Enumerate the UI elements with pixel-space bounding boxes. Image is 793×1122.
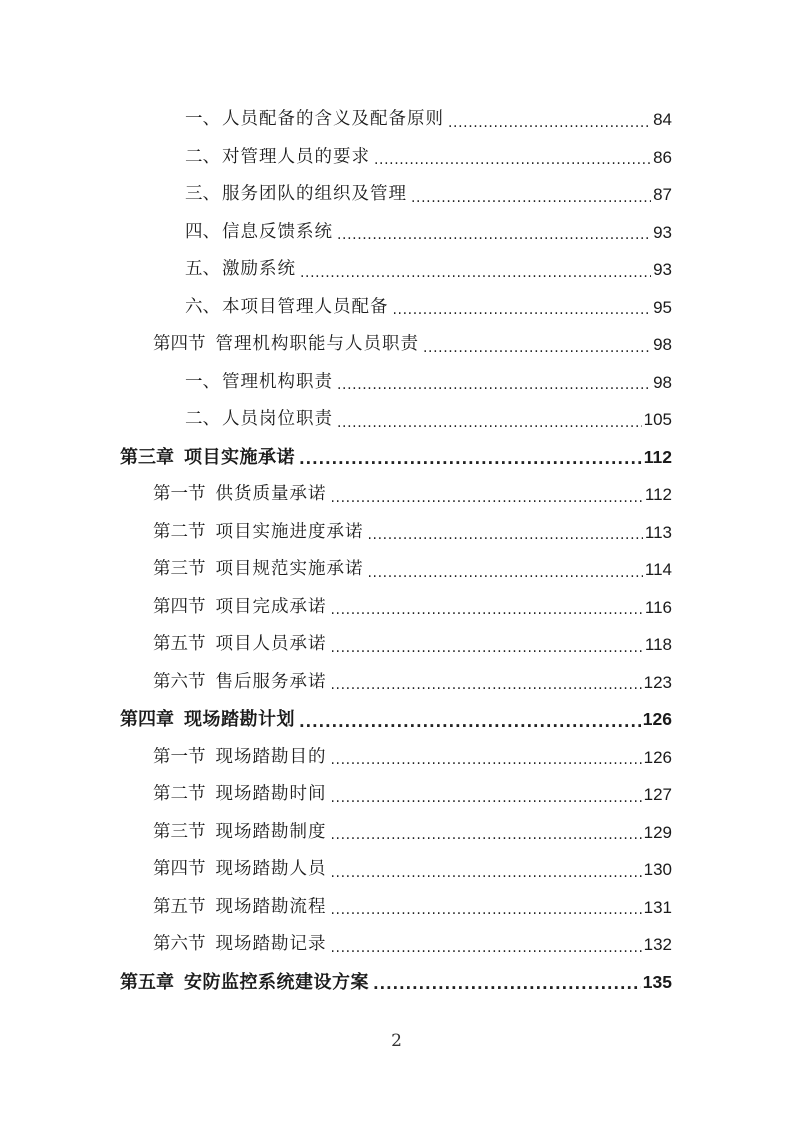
toc-entry-title: 现场踏勘流程 <box>215 896 327 917</box>
toc-dot-leader <box>337 214 651 252</box>
toc-page-number: 84 <box>653 110 672 129</box>
toc-dot-leader <box>331 589 643 627</box>
toc-page-number: 116 <box>644 597 672 617</box>
toc-dot-leader <box>331 476 643 514</box>
toc-page-number: 129 <box>643 822 672 842</box>
toc-entry-number: 二、 <box>185 409 220 429</box>
toc-entry-title: 供货质量承诺 <box>215 484 327 504</box>
toc-entry-number: 第四节 <box>153 859 206 879</box>
toc-entry-number: 第三节 <box>153 559 206 579</box>
toc-entry-title: 项目人员承诺 <box>215 634 327 654</box>
toc-section-entry[interactable] <box>0 551 793 589</box>
toc-entry-title: 现场踏勘记录 <box>215 934 327 954</box>
toc-page-number: 98 <box>653 335 672 354</box>
toc-entry-title: 现场踏勘人员 <box>215 859 327 879</box>
toc-dot-leader <box>300 251 651 289</box>
toc-entry-title: 项目实施承诺 <box>184 446 295 468</box>
toc-entry-number: 二、 <box>185 146 220 167</box>
toc-entry-number: 第三节 <box>153 821 206 842</box>
toc-entry-title: 管理机构职责 <box>222 371 333 392</box>
toc-section-entry[interactable] <box>0 476 793 514</box>
toc-subsection-entry[interactable] <box>0 401 793 439</box>
toc-page-number: 112 <box>644 485 672 504</box>
toc-entry-number: 第三章 <box>120 446 174 468</box>
toc-entry-title: 现场踏勘目的 <box>215 746 327 767</box>
toc-page-number: 127 <box>643 785 672 804</box>
toc-dot-leader <box>331 851 642 889</box>
toc-page-number: 123 <box>643 672 672 692</box>
toc-entry-title: 售后服务承诺 <box>215 671 327 692</box>
toc-dot-leader <box>331 889 642 927</box>
toc-dot-leader <box>423 326 651 364</box>
toc-dot-leader <box>368 514 643 552</box>
toc-entry-title: 现场踏勘时间 <box>215 784 327 804</box>
toc-entry-title: 安防监控系统建设方案 <box>184 971 369 993</box>
toc-entry-title: 现场踏勘计划 <box>184 709 295 730</box>
table-of-contents <box>0 101 793 1001</box>
toc-page-number: 98 <box>653 372 672 392</box>
toc-entry-title: 项目规范实施承诺 <box>215 559 364 579</box>
toc-subsection-entry[interactable] <box>0 364 793 402</box>
toc-entry-title: 人员岗位职责 <box>222 409 333 429</box>
toc-section-entry[interactable] <box>0 589 793 627</box>
toc-entry-title: 项目完成承诺 <box>215 596 327 617</box>
toc-section-entry[interactable] <box>0 326 793 364</box>
toc-entry-number: 第五章 <box>120 971 174 993</box>
toc-chapter-entry[interactable] <box>0 964 793 1002</box>
toc-entry-number: 第五节 <box>153 896 206 917</box>
toc-subsection-entry[interactable] <box>0 214 793 252</box>
toc-page-number: 113 <box>644 522 672 542</box>
toc-entry-number: 一、 <box>185 109 220 129</box>
toc-page-number: 112 <box>643 446 672 467</box>
toc-entry-title: 信息反馈系统 <box>222 221 333 242</box>
toc-dot-leader <box>331 776 642 814</box>
toc-entry-number: 第五节 <box>153 634 206 654</box>
toc-entry-number: 第四节 <box>153 334 206 354</box>
toc-entry-title: 项目实施进度承诺 <box>215 521 364 542</box>
toc-page-number: 126 <box>643 747 672 767</box>
toc-entry-title: 本项目管理人员配备 <box>222 296 389 317</box>
toc-entry-title: 服务团队的组织及管理 <box>222 184 407 204</box>
toc-page-number: 135 <box>642 971 672 992</box>
toc-chapter-entry[interactable] <box>0 701 793 739</box>
toc-dot-leader <box>331 739 642 777</box>
toc-entry-number: 五、 <box>185 259 220 279</box>
toc-page-number: 132 <box>643 935 672 954</box>
toc-subsection-entry[interactable] <box>0 101 793 139</box>
toc-entry-number: 三、 <box>185 184 220 204</box>
toc-entry-number: 第四节 <box>153 596 206 617</box>
toc-section-entry[interactable] <box>0 626 793 664</box>
toc-page-number: 93 <box>653 260 672 279</box>
toc-dot-leader <box>448 101 651 139</box>
toc-page-number: 130 <box>643 860 672 879</box>
toc-page-number: 118 <box>644 635 672 654</box>
toc-dot-leader <box>374 139 651 177</box>
toc-dot-leader <box>331 814 642 852</box>
toc-page-number: 86 <box>653 147 672 167</box>
toc-page-number: 93 <box>653 222 672 242</box>
toc-dot-leader <box>337 364 651 402</box>
toc-entry-number: 第二节 <box>153 521 206 542</box>
toc-entry-number: 第四章 <box>120 709 174 730</box>
toc-entry-number: 第二节 <box>153 784 206 804</box>
toc-page-number: 105 <box>643 410 672 429</box>
toc-dot-leader <box>331 626 643 664</box>
toc-entry-title: 对管理人员的要求 <box>222 146 370 167</box>
toc-dot-leader <box>299 701 641 739</box>
toc-dot-leader <box>337 401 642 439</box>
toc-entry-title: 人员配备的含义及配备原则 <box>222 109 444 129</box>
toc-dot-leader <box>373 964 641 1002</box>
toc-entry-title: 管理机构职能与人员职责 <box>215 334 419 354</box>
toc-page-number: 87 <box>653 185 672 204</box>
toc-dot-leader <box>331 664 642 702</box>
toc-subsection-entry[interactable] <box>0 251 793 289</box>
toc-dot-leader <box>368 551 643 589</box>
toc-section-entry[interactable] <box>0 776 793 814</box>
toc-entry-number: 四、 <box>185 221 220 242</box>
toc-page-number: 126 <box>642 709 672 729</box>
toc-dot-leader <box>411 176 651 214</box>
toc-page-number: 95 <box>653 297 672 317</box>
toc-entry-number: 六、 <box>185 296 220 317</box>
toc-subsection-entry[interactable] <box>0 176 793 214</box>
toc-page-number: 114 <box>644 560 672 579</box>
toc-section-entry[interactable] <box>0 889 793 927</box>
toc-section-entry[interactable] <box>0 814 793 852</box>
toc-entry-title: 现场踏勘制度 <box>215 821 327 842</box>
toc-section-entry[interactable] <box>0 664 793 702</box>
toc-page-number: 131 <box>643 897 672 917</box>
toc-entry-number: 第六节 <box>153 671 206 692</box>
toc-section-entry[interactable] <box>0 926 793 964</box>
toc-dot-leader <box>331 926 642 964</box>
page-number: 2 <box>391 1031 402 1051</box>
toc-subsection-entry[interactable] <box>0 139 793 177</box>
toc-subsection-entry[interactable] <box>0 289 793 327</box>
toc-section-entry[interactable] <box>0 514 793 552</box>
toc-entry-number: 一、 <box>185 371 220 392</box>
toc-section-entry[interactable] <box>0 739 793 777</box>
toc-chapter-entry[interactable] <box>0 439 793 477</box>
toc-dot-leader <box>393 289 652 327</box>
toc-entry-number: 第六节 <box>153 934 206 954</box>
toc-entry-title: 激励系统 <box>222 259 296 279</box>
toc-section-entry[interactable] <box>0 851 793 889</box>
toc-entry-number: 第一节 <box>153 484 206 504</box>
toc-dot-leader <box>299 439 642 477</box>
toc-entry-number: 第一节 <box>153 746 206 767</box>
